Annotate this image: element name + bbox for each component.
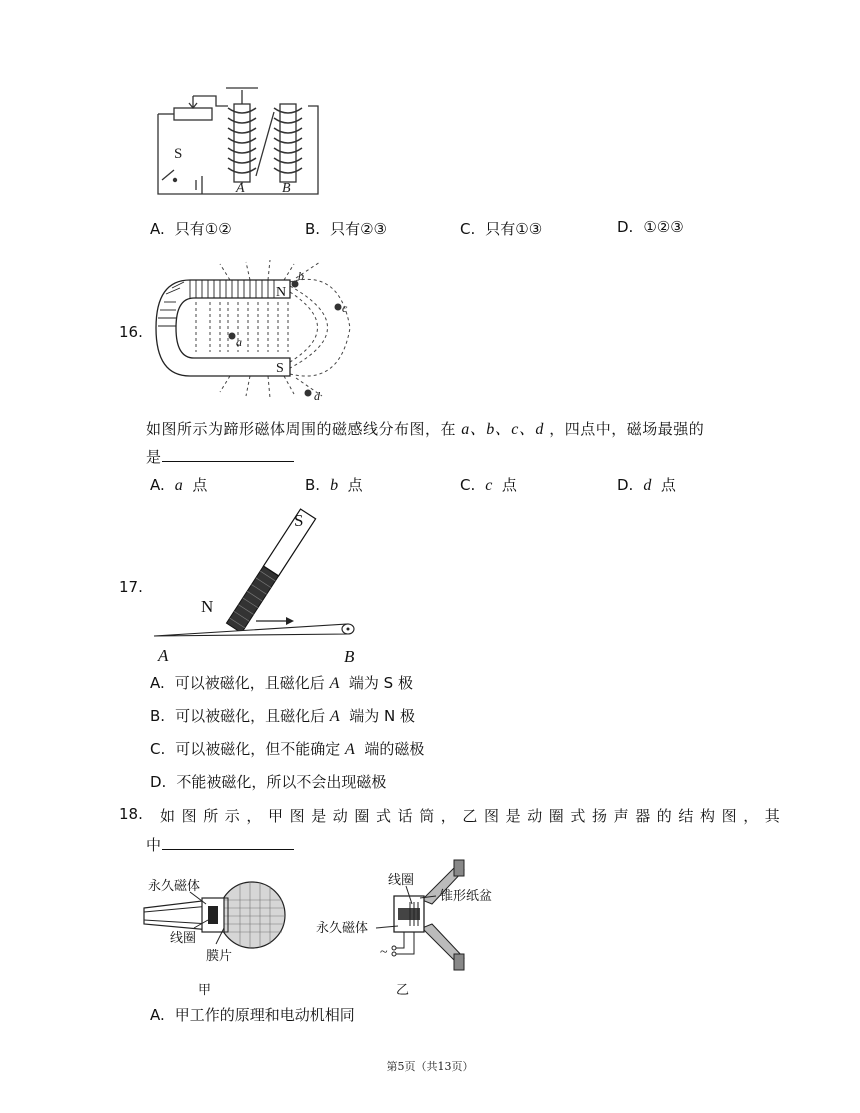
jia-magnet-label: 永久磁体 bbox=[148, 879, 201, 894]
q18-option-a[interactable]: A. 甲工作的原理和电动机相同 bbox=[150, 1006, 355, 1024]
yi-caption: 乙 bbox=[396, 983, 410, 998]
q17-end-a-label: A bbox=[158, 646, 169, 664]
point-a-label: a bbox=[236, 335, 242, 349]
q16-number: 16. bbox=[119, 323, 143, 341]
q16-option-d[interactable]: D. d 点 bbox=[617, 476, 676, 494]
coil-b-label: B bbox=[282, 181, 291, 196]
q15-circuit-figure bbox=[148, 84, 328, 200]
q18-stem-line1: 如图所示，甲图是动圈式话筒，乙图是动圈式扬声器的结构图，其 bbox=[160, 807, 787, 825]
speaker-figure bbox=[314, 856, 544, 998]
microphone-figure bbox=[140, 868, 300, 998]
page-footer: 第5页（共13页） bbox=[386, 1060, 474, 1073]
q16-stem-line1: 如图所示为蹄形磁体周围的磁感线分布图，在 a、b、c、d ，四点中，磁场最强的 bbox=[146, 420, 705, 438]
q17-option-a[interactable]: A. 可以被磁化，且磁化后 A 端为 S 极 bbox=[150, 674, 413, 692]
magnet-n-label: N bbox=[276, 285, 287, 300]
switch-label: S bbox=[174, 146, 183, 162]
yi-ac-label: ~ bbox=[380, 945, 388, 960]
q17-s-pole-label: S bbox=[294, 511, 304, 530]
q18-answer-blank[interactable] bbox=[162, 835, 294, 850]
yi-coil-label: 线圈 bbox=[388, 873, 415, 888]
q17-end-b-label: B bbox=[344, 647, 355, 664]
q16-points: a、b、c、d bbox=[461, 421, 544, 438]
horseshoe-magnet-figure bbox=[150, 258, 360, 406]
q15-option-c[interactable]: C. 只有①③ bbox=[460, 220, 543, 238]
q18-stem-line2: 中 bbox=[146, 834, 294, 855]
q16-stem-line2: 是 bbox=[146, 446, 294, 467]
point-b-label: b bbox=[298, 269, 304, 283]
jia-film-label: 膜片 bbox=[206, 949, 233, 964]
q17-number: 17. bbox=[119, 578, 143, 596]
q16-option-c[interactable]: C. c 点 bbox=[460, 476, 517, 494]
jia-caption: 甲 bbox=[198, 983, 212, 998]
q16-option-a[interactable]: A. a 点 bbox=[150, 476, 208, 494]
q15-option-d[interactable]: D. ①②③ bbox=[617, 218, 684, 236]
q17-option-b[interactable]: B. 可以被磁化，且磁化后 A 端为 N 极 bbox=[150, 707, 415, 725]
q16-answer-blank[interactable] bbox=[162, 447, 294, 462]
yi-magnet-label: 永久磁体 bbox=[316, 921, 369, 936]
yi-cone-label: 锥形纸盆 bbox=[440, 889, 493, 904]
q17-option-c[interactable]: C. 可以被磁化，但不能确定 A 端的磁极 bbox=[150, 740, 425, 758]
q17-n-pole-label: N bbox=[201, 597, 214, 616]
point-c-label: c bbox=[342, 301, 348, 315]
jia-coil-label: 线圈 bbox=[170, 931, 197, 946]
q15-option-a[interactable]: A. 只有①② bbox=[150, 220, 232, 238]
point-d-label: d bbox=[314, 389, 320, 403]
q15-option-b[interactable]: B. 只有②③ bbox=[305, 220, 387, 238]
q18-number: 18. bbox=[119, 805, 143, 823]
magnetize-needle-figure bbox=[152, 502, 372, 664]
magnet-s-label: S bbox=[276, 361, 284, 376]
q16-option-b[interactable]: B. b 点 bbox=[305, 476, 363, 494]
coil-a-label: A bbox=[236, 181, 245, 196]
q17-option-d[interactable]: D. 不能被磁化，所以不会出现磁极 bbox=[150, 773, 387, 791]
